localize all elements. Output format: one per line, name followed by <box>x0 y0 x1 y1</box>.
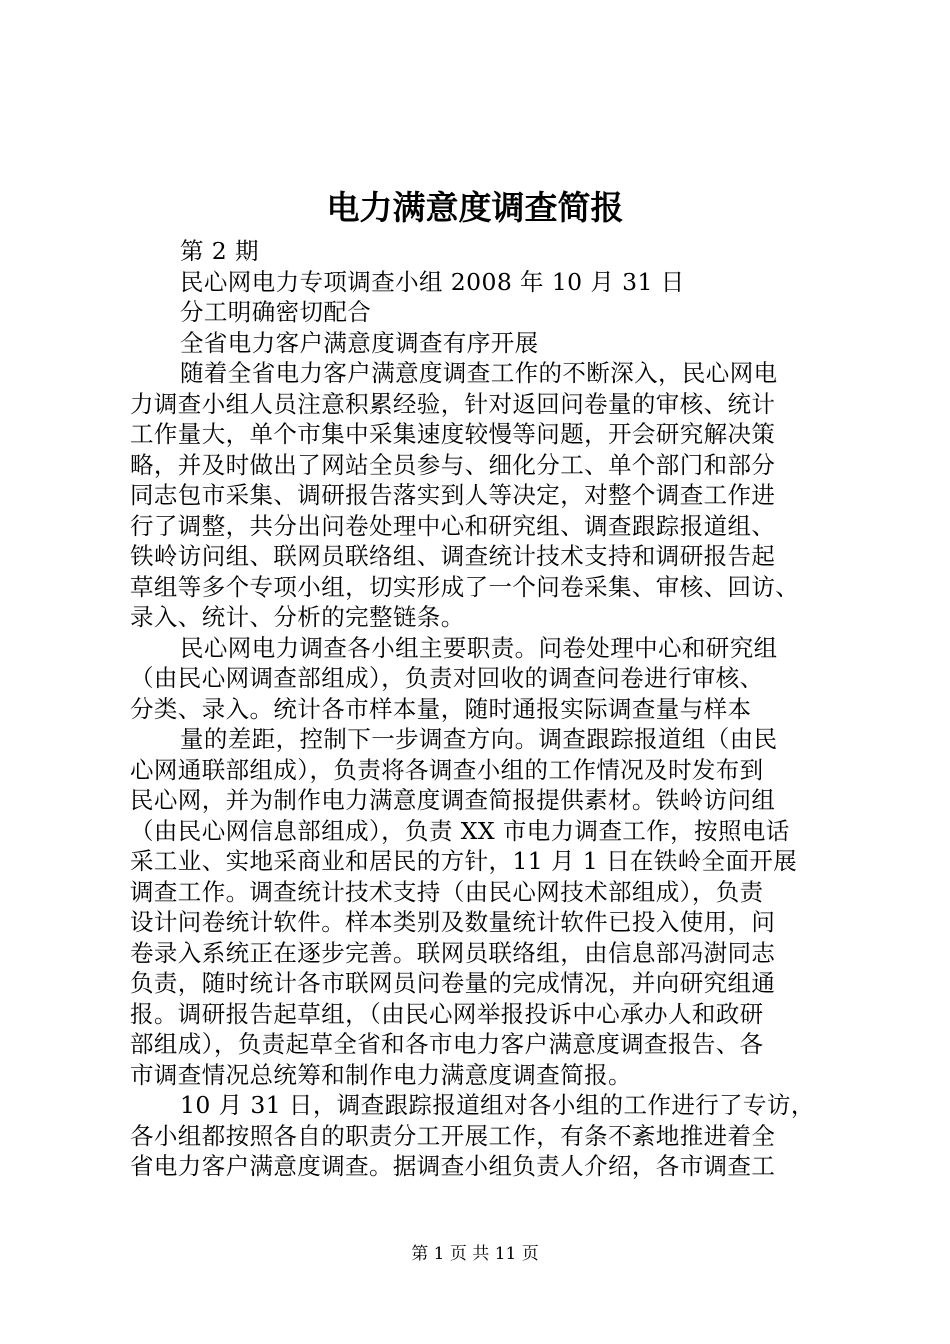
body-line: 各小组都按照各自的职责分工开展工作，有条不紊地推进着全 <box>130 1121 776 1150</box>
body-line: 报。调研报告起草组，（由民心网举报投诉中心承办人和政研 <box>130 999 764 1028</box>
body-line: 分工明确密切配合 <box>180 298 372 326</box>
body-line: 第 2 期 <box>180 237 259 265</box>
body-line: 民心网电力专项调查小组 2008 年 10 月 31 日 <box>180 267 685 296</box>
body-line: 录入、统计、分析的完整链条。 <box>130 603 465 631</box>
body-line: 调查工作。调查统计技术支持（由民心网技术部组成），负责 <box>130 877 764 906</box>
body-line: 分类、录入。统计各市样本量，随时通报实际调查量与样本 <box>130 694 752 723</box>
body-line: 民心网，并为制作电力满意度调查简报提供素材。铁岭访问组 <box>130 786 776 814</box>
body-line: 民心网电力调查各小组主要职责。问卷处理中心和研究组 <box>180 633 778 662</box>
body-line: 卷录入系统正在逐步完善。联网员联络组，由信息部冯澍同志 <box>130 938 776 967</box>
body-line: 省电力客户满意度调查。据调查小组负责人介绍，各市调查工 <box>130 1152 776 1180</box>
body-line: 部组成），负责起草全省和各市电力客户满意度调查报告、各 <box>130 1030 764 1058</box>
body-line: （由民心网信息部组成），负责 XX 市电力调查工作，按照电话 <box>130 816 790 845</box>
body-line: 心网通联部组成），负责将各调查小组的工作情况及时发布到 <box>130 755 764 784</box>
body-line: 采工业、实地采商业和居民的方针，11 月 1 日在铁岭全面开展 <box>130 847 798 875</box>
body-line: 铁岭访问组、联网员联络组、调查统计技术支持和调研报告起 <box>130 542 776 570</box>
body-line: 草组等多个专项小组，切实形成了一个问卷采集、审核、回访、 <box>130 572 800 601</box>
body-line: （由民心网调查部组成），负责对回收的调查问卷进行审核、 <box>130 664 764 692</box>
body-line: 随着全省电力客户满意度调查工作的不断深入，民心网电 <box>180 359 778 387</box>
body-line: 全省电力客户满意度调查有序开展 <box>180 328 539 357</box>
document-title: 电力满意度调查简报 <box>326 188 624 227</box>
body-line: 10 月 31 日，调查跟踪报道组对各小组的工作进行了专访， <box>180 1091 815 1119</box>
body-line: 负责，随时统计各市联网员问卷量的完成情况，并向研究组通 <box>130 969 776 997</box>
body-line: 工作量大，单个市集中采集速度较慢等问题，开会研究解决策 <box>130 420 776 448</box>
page-footer: 第 1 页 共 11 页 <box>411 1244 539 1264</box>
body-line: 设计问卷统计软件。样本类别及数量统计软件已投入使用，问 <box>130 908 776 936</box>
body-line: 行了调整，共分出问卷处理中心和研究组、调查跟踪报道组、 <box>130 511 776 540</box>
body-line: 量的差距，控制下一步调查方向。调查跟踪报道组（由民 <box>180 725 778 753</box>
body-line: 略，并及时做出了网站全员参与、细化分工、单个部门和部分 <box>130 450 776 479</box>
body-line: 同志包市采集、调研报告落实到人等决定，对整个调查工作进 <box>130 481 776 509</box>
document-body <box>130 236 830 1182</box>
body-line: 力调查小组人员注意积累经验，针对返回问卷量的审核、统计 <box>130 389 776 418</box>
body-line: 市调查情况总统筹和制作电力满意度调查简报。 <box>130 1060 632 1089</box>
